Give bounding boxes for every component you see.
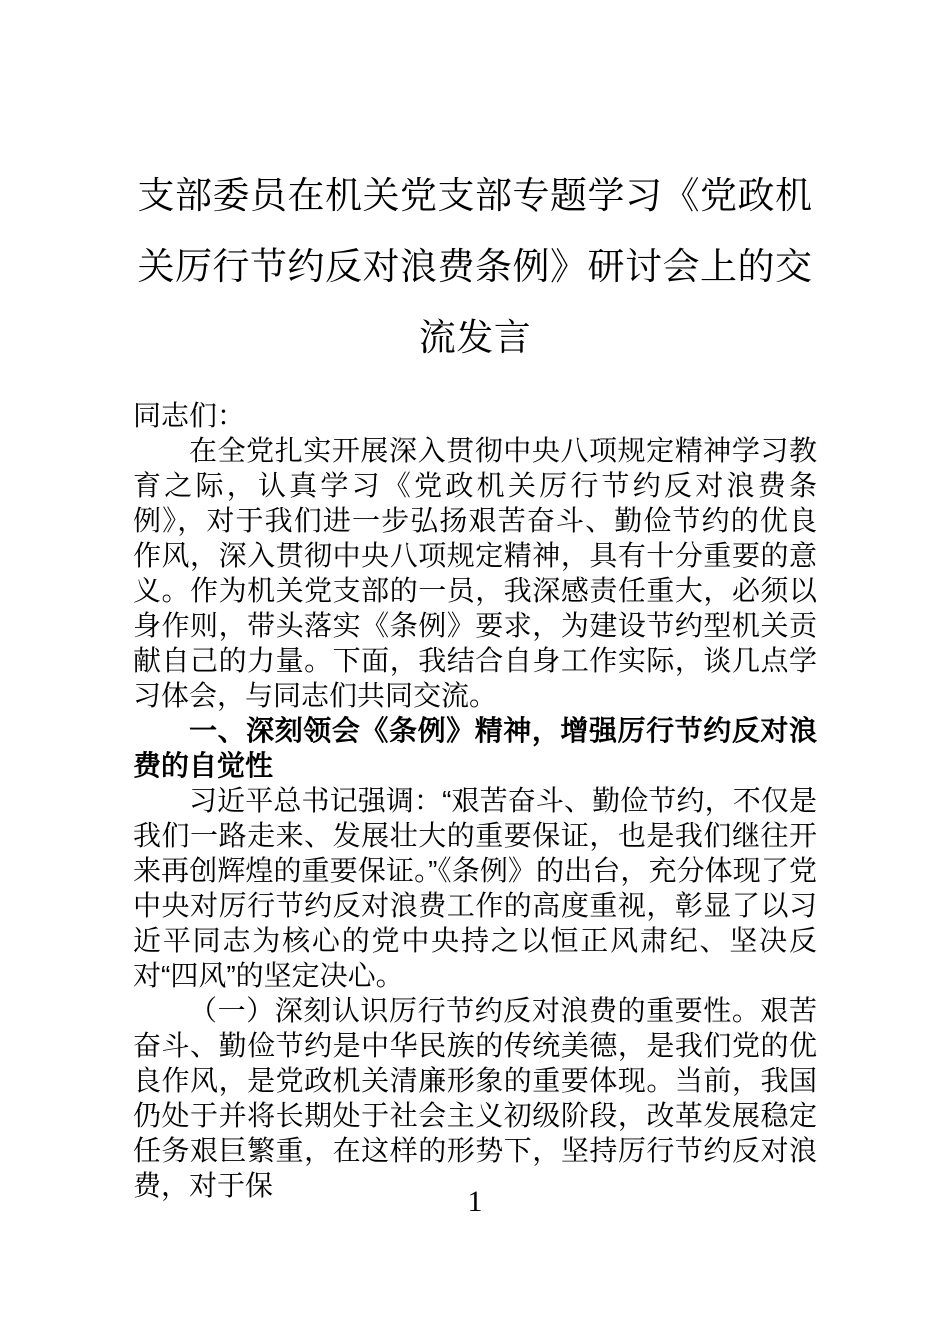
paragraph-intro: 在全党扎实开展深入贯彻中央八项规定精神学习教育之际，认真学习《党政机关厉行节约反对浪费条例》，对于我们进一步弘扬艰苦奋斗、勤俭节约的优良作风，深入贯彻中央八项规定精神，具有十分重要的意义。作为机关党支部的一员，我深感责任重大，必须以身作则，带头落实《条例》要求，为建设节约型机关贡献自己的力量。下面，我结合自身工作实际，谈几点学习体会，与同志们共同交流。	[133, 435, 817, 711]
section-heading-1: 一、深刻领会《条例》精神，增强厉行节约反对浪费的自觉性	[133, 715, 817, 781]
paragraph-quote: 习近平总书记强调：“艰苦奋斗、勤俭节约，不仅是我们一路走来、发展壮大的重要保证，也是我们继往开来再创辉煌的重要保证。”《条例》的出台，充分体现了党中央对厉行节约反对浪费工作的高度重视，彰显了以习近平同志为核心的党中央持之以恒正风肃纪、坚决反对“四风”的坚定决心。	[133, 785, 817, 991]
title-line-2: 关厉行节约反对浪费条例》研讨会上的交	[137, 246, 813, 287]
document-title	[133, 160, 817, 373]
title-line-3: 流发言	[418, 317, 532, 358]
document-body	[133, 398, 817, 1203]
page-number: 1	[467, 1185, 483, 1218]
paragraph-subsection-1: （一）深刻认识厉行节约反对浪费的重要性。艰苦奋斗、勤俭节约是中华民族的传统美德，是我们党的优良作风，是党政机关清廉形象的重要体现。当前，我国仍处于并将长期处于社会主义初级阶段，改革发展稳定任务艰巨繁重，在这样的形势下，坚持厉行节约反对浪费，对于保	[133, 995, 817, 1201]
salutation: 同志们：	[133, 400, 246, 431]
title-line-1: 支部委员在机关党支部专题学习《党政机	[137, 175, 813, 216]
page-content	[133, 0, 817, 1203]
